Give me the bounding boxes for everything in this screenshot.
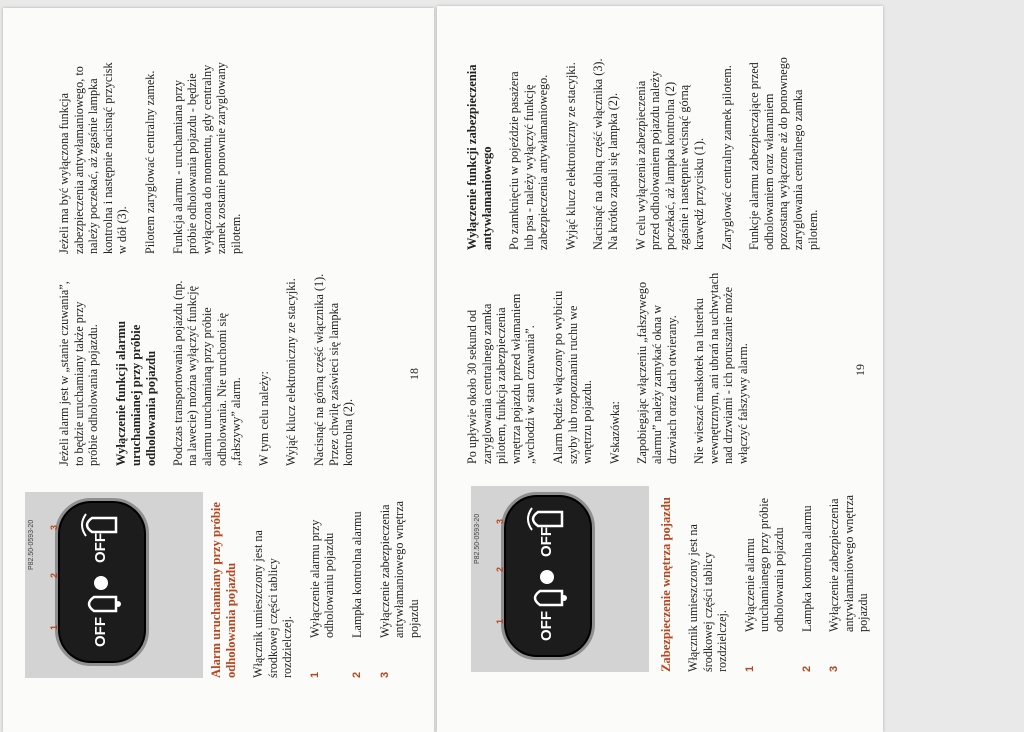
intro-text: Włącznik umieszczony jest na środkowej części tablicy rozdzielczej. bbox=[686, 524, 730, 672]
page-number: 19 bbox=[853, 364, 867, 376]
callout-3: 3 bbox=[495, 518, 505, 524]
section-title: Alarm uruchamiany przy próbie odholowania pojazdu bbox=[209, 502, 238, 678]
right-col-1 bbox=[659, 492, 884, 672]
list-item: 3 Wyłączenie zabezpieczenia antywłamaniowego wnętrza pojazdu bbox=[377, 500, 421, 678]
left-col-2: Jeżeli alarm jest w „stanie czuwania”, to będzie uruchamiany także przy próbie odholowania pojazdu. Wyłączenie funkcji alarmu uruchamianej przy próbie odholowania pojazdu Podczas transportowania pojazdu (np. na lawecie) można wyłączyć funkcję alarmu uruchamianą przy próbie odholowania. Nie uruchomi się „fałszywy” alarm. W tym celu należy: Wyjąć klucz elektroniczny ze stacyjki. Nacisnąć na górną część włącznika (1). Przez chwilę zaświeci się lampka kontrolna (2). bbox=[57, 270, 369, 466]
intro-text: Włącznik umieszczony jest na środkowej części tablicy rozdzielczej. bbox=[251, 530, 295, 678]
right-page-content bbox=[437, 6, 883, 732]
list-item: 2 Lampka kontrolna alarmu bbox=[799, 505, 814, 672]
figure-code: P82.50-0593-20 bbox=[28, 519, 35, 570]
car-tow-icon bbox=[528, 587, 568, 609]
page-number: 18 bbox=[407, 368, 421, 380]
left-page bbox=[3, 8, 434, 732]
section-heading: Wyłączenie funkcji alarmu uruchamianej przy próbie odholowania pojazdu bbox=[113, 320, 158, 466]
alarm-switch: OFF OFF bbox=[55, 498, 149, 666]
alarm-switch: OFF OFF bbox=[501, 492, 595, 660]
section-title: Zabezpieczenie wnętrza pojazdu bbox=[659, 497, 673, 672]
figure-code: P82.50-0593-20 bbox=[474, 513, 481, 564]
list-item: 2 Lampka kontrolna alarmu bbox=[349, 511, 364, 678]
car-interior-sensor-icon bbox=[78, 512, 124, 538]
alarm-indicator-lamp bbox=[540, 570, 554, 584]
left-col-1 bbox=[209, 498, 434, 678]
right-col-2: Po upływie około 30 sekund od zaryglowania centralnego zamka pilotem, funkcja zabezpieczenia wnętrza pojazdu przed włamaniem „wchodzi w stan czuwania”. Alarm będzie włączony po wybiciu szyby lub rozpoznaniu ruchu we wnętrzu pojazdu. Wskazówka: Zapobiegając włączeniu „fałszywego alarmu” należy zamykać okna w drzwiach oraz dach otwierany. Nie wieszać maskotek na lusterku wewnętrznym, ani ubrań na uchwytach nad drzwiami - ich poruszanie może włączyć fałszywy alarm. bbox=[465, 272, 750, 464]
car-interior-sensor-icon bbox=[524, 506, 570, 532]
callout-1: 1 bbox=[49, 624, 59, 630]
callout-3: 3 bbox=[49, 524, 59, 530]
switch-figure bbox=[25, 492, 203, 678]
right-col-3: Wyłączenie funkcji zabezpieczenia antywłamaniowego Po zamknięciu w pojeździe pasażera lub psa - należy wyłączyć funkcję zabezpieczenia antywłamaniowego. Wyjąć klucz elektroniczny ze stacyjki. Nacisnąć na dolną część włącznika (3). Na krótko zapali się lampka (2). W celu wyłączenia zabezpieczenia przed odholowaniem pojazdu należy poczekać, aż lampka kontrolna (2) zgaśnie i następnie wcisnąć górną krawędź przycisku (1). Zaryglować centralny zamek pilotem. Funkcje alarmu zabezpieczające przed odholowaniem oraz włamaniem pozostaną wyłączone aż do ponownego zaryglowania centralnego zamka pilotem. bbox=[465, 54, 833, 250]
callout-1: 1 bbox=[495, 618, 505, 624]
list-item: 1 Wyłączenie alarmu przy odholowaniu pojazdu bbox=[307, 519, 337, 678]
list-item: 1 Wyłączenie alarmu uruchamianego przy próbie odholowania pojazdu bbox=[742, 497, 786, 672]
left-col-3: Jeżeli ma być wyłączona funkcja zabezpieczenia antywłamaniowego, to należy poczekać, aż zgaśnie lampka kontrolna i następnie nacisnąć przycisk w dół (3). Pilotem zaryglować centralny zamek. Funkcja alarmu - uruchamiana przy próbie odholowania pojazdu - będzie wyłączona do momentu, gdy centralny zamek zostanie ponownie zaryglowany pilotem. bbox=[57, 62, 243, 254]
switch-figure bbox=[471, 486, 649, 672]
car-tow-icon bbox=[82, 593, 122, 615]
list-item: 3 Wyłączenie zabezpieczenia antywłamaniowego wnętrza pojazdu bbox=[827, 494, 871, 672]
right-page bbox=[437, 6, 883, 732]
left-page-content bbox=[3, 8, 434, 732]
callout-2: 2 bbox=[495, 566, 505, 572]
alarm-indicator-lamp bbox=[94, 576, 108, 590]
callout-2: 2 bbox=[49, 572, 59, 578]
section-heading: Wyłączenie funkcji zabezpieczenia antywłamaniowego bbox=[465, 64, 494, 250]
